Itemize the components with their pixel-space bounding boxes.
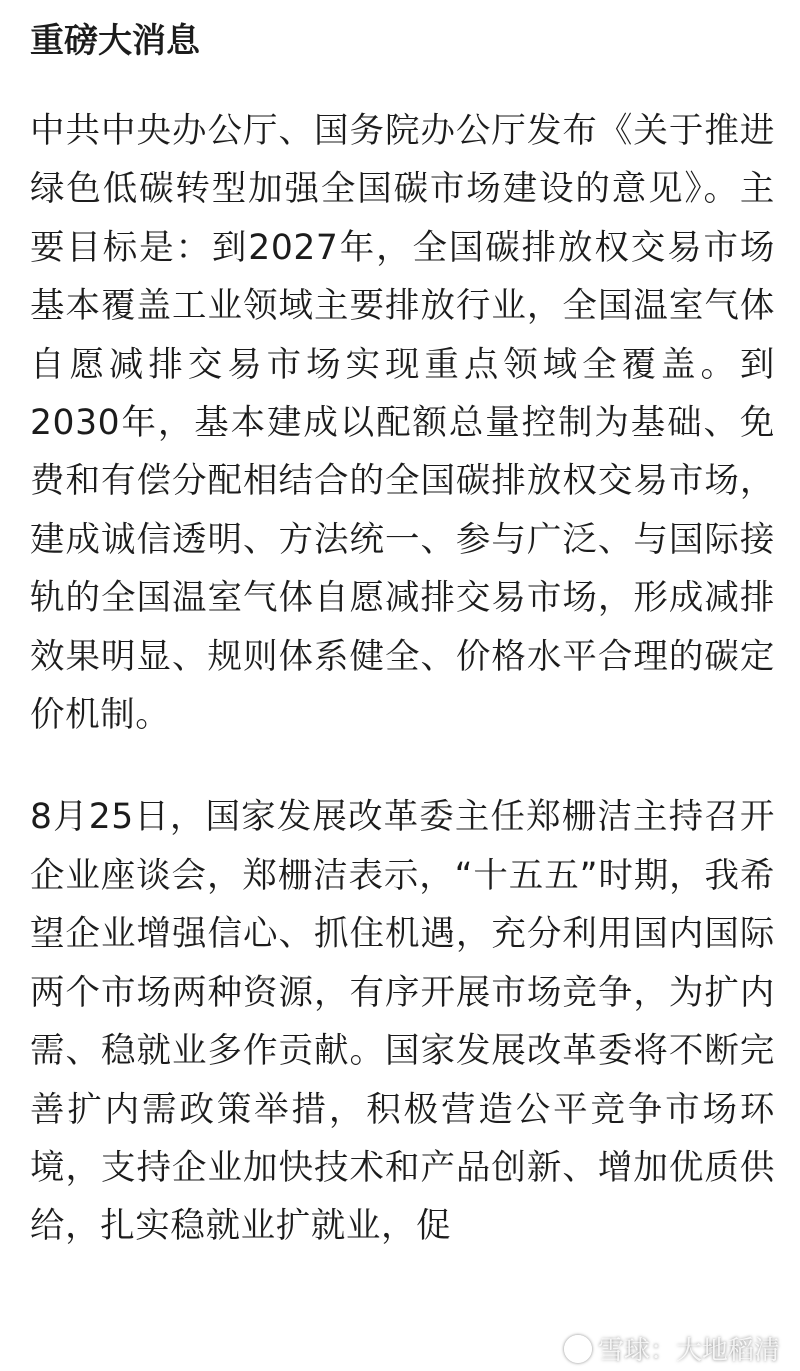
snowball-logo-icon [564, 1335, 592, 1363]
article [30, 12, 775, 1300]
article-paragraph: 8月25日，国家发展改革委主任郑栅洁主持召开企业座谈会，郑栅洁表示，“十五五”时期，我希望企业增强信心、抓住机遇，充分利用国内国际两个市场两种资源，有序开展市场竞争，为扩内需、稳就业多作贡献。国家发展改革委将不断完善扩内需政策举措，积极营造公平竞争市场环境，支持企业加快技术和产品创新、增加优质供给，扎实稳就业扩就业，促 [30, 797, 775, 1247]
watermark-text: 雪球：大地稻清 [597, 1336, 780, 1366]
article-title: 重磅大消息 [30, 21, 200, 61]
watermark [564, 1330, 780, 1367]
article-paragraph: 中共中央办公厅、国务院办公厅发布《关于推进绿色低碳转型加强全国碳市场建设的意见》。主要目标是：到2027年，全国碳排放权交易市场基本覆盖工业领域主要排放行业，全国温室气体自愿减排交易市场实现重点领域全覆盖。到2030年，基本建成以配额总量控制为基础、免费和有偿分配相结合的全国碳排放权交易市场，建成诚信透明、方法统一、参与广泛、与国际接轨的全国温室气体自愿减排交易市场，形成减排效果明显、规则体系健全、价格水平合理的碳定价机制。 [30, 111, 775, 736]
